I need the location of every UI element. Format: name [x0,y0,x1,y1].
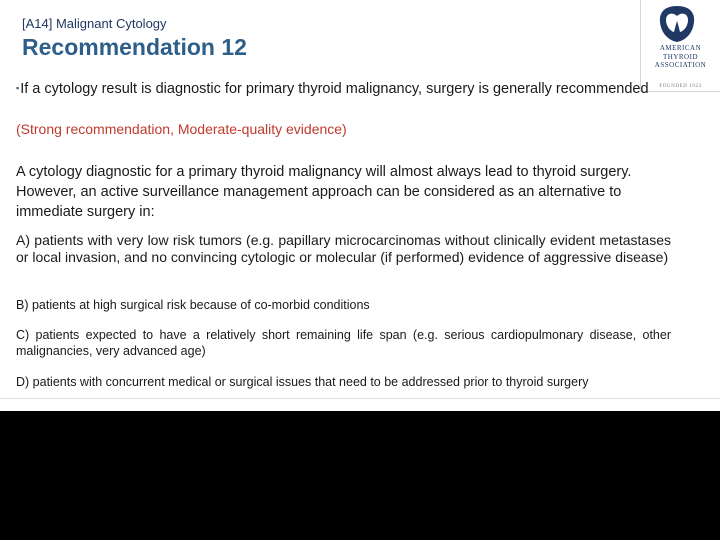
footer-divider [0,398,720,399]
recommendation-statement: If a cytology result is diagnostic for primary thyroid malignancy, surgery is generally recommended [20,81,649,97]
list-item-b: B) patients at high surgical risk because of co-morbid conditions [16,298,370,312]
logo-wordmark: AMERICAN THYROID ASSOCIATION [654,44,707,69]
list-item-a: A) patients with very low risk tumors (e.g. papillary microcarcinomas without clinically evident metastases or local invasion, and no convincing cytologic or molecular (if performed) evidence of aggressive disease) [16,232,671,265]
ata-logo [640,0,720,92]
logo-founded: FOUNDED 1923 [659,84,702,89]
intro-paragraph: A cytology diagnostic for a primary thyroid malignancy will almost always lead to thyroid surgery. However, an active surveillance management approach can be considered as an alternative to immediate surgery in: [16,164,632,220]
list-item-d: D) patients with concurrent medical or surgical issues that need to be addressed prior to thyroid surgery [16,375,589,389]
section-label: [A14] Malignant Cytology [22,16,167,31]
list-item-c: C) patients expected to have a relatively short remaining life span (e.g. serious cardiopulmonary disease, other malignancies, very advanced age) [16,328,671,358]
slide-title: Recommendation 12 [22,34,247,60]
bullet-icon: ▪ [16,83,20,93]
recommendation-grade: (Strong recommendation, Moderate-quality evidence) [16,121,347,137]
footer-bar [0,411,720,540]
ata-thyroid-emblem-icon [655,4,699,44]
recommendation-text [16,80,671,98]
